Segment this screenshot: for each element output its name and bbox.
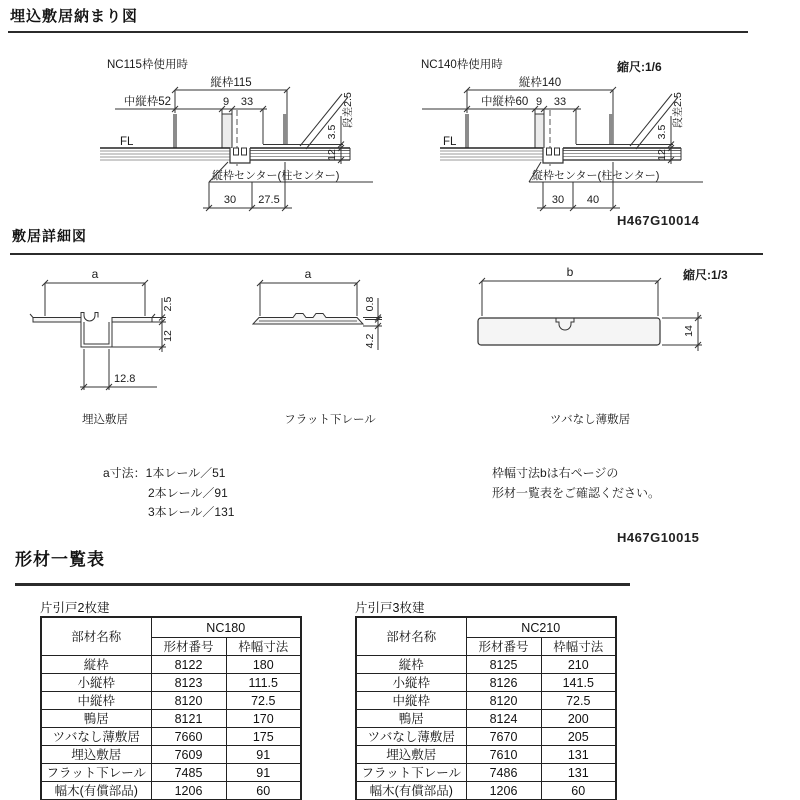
table-cell: 60 [541, 782, 616, 800]
table-row [41, 764, 301, 782]
table-cell: 91 [226, 764, 301, 782]
table-cell: 8120 [151, 692, 226, 710]
figure-tsubanashi-shikii [450, 260, 785, 435]
nc140-center-label: 縦枠センター(柱センター) [532, 170, 660, 182]
table-cell: 7486 [466, 764, 541, 782]
table-cell: 8122 [151, 656, 226, 674]
table-cell: 中縦枠 [356, 692, 466, 710]
parts-table-nc180-body [41, 656, 301, 800]
parts-table-nc210 [355, 616, 617, 800]
umekomi-dim-12: 12 [162, 330, 174, 342]
table-cell: 170 [226, 710, 301, 728]
section2-rule [10, 253, 763, 255]
table-cell: 鴨居 [41, 710, 151, 728]
nc140-dim-33: 33 [553, 96, 567, 108]
table-cell: 141.5 [541, 674, 616, 692]
table-left-caption: 片引戸2枚建 [40, 601, 110, 615]
nc115-fl-label: FL [120, 136, 134, 148]
figure-flat-rail [245, 260, 430, 435]
col-header-width: 枠幅寸法 [541, 638, 616, 656]
nc140-dim-frame: 縦枠140 [518, 77, 562, 89]
table-row [41, 728, 301, 746]
table-cell: 72.5 [226, 692, 301, 710]
parts-table-nc210-body [356, 656, 616, 800]
note-b-line1: 枠幅寸法bは右ページの [492, 466, 619, 480]
table-cell: 小縦枠 [41, 674, 151, 692]
umekomi-line-art [30, 280, 166, 390]
umekomi-dim-25: 2.5 [162, 296, 174, 312]
note-a-line1: a寸法：1本レール／51 [103, 466, 226, 480]
table-row [356, 656, 616, 674]
table-cell: 縦枠 [41, 656, 151, 674]
table-cell: 8120 [466, 692, 541, 710]
table-cell: 8121 [151, 710, 226, 728]
nc140-dim-9: 9 [535, 96, 543, 108]
nc140-dim-12: 12 [656, 149, 668, 161]
diagram-nc115 [95, 52, 405, 217]
nc140-step-label: 段差2.5 [672, 92, 684, 128]
table-cell: 200 [541, 710, 616, 728]
flat-rail-dim-a: a [304, 267, 312, 281]
table-row [356, 692, 616, 710]
section3-rule [15, 583, 630, 586]
table-cell: 131 [541, 764, 616, 782]
nc115-center-label: 縦枠センター(柱センター) [212, 170, 340, 182]
nc140-title: NC140枠使用時 [421, 59, 503, 71]
nc115-dim-35: 3.5 [326, 124, 338, 140]
doc-code-2: H467G10015 [617, 530, 700, 545]
tsubanashi-line-art [478, 278, 702, 351]
doc-code-1: H467G10014 [617, 213, 700, 228]
table-cell: 中縦枠 [41, 692, 151, 710]
tsubanashi-dim-14: 14 [683, 325, 695, 337]
table-row [41, 710, 301, 728]
table-row [356, 764, 616, 782]
umekomi-dim-128: 12.8 [114, 373, 136, 385]
section2-title: 敷居詳細図 [12, 228, 87, 244]
note-a-line3: 3本レール／131 [148, 505, 235, 519]
col-header-group-nc180: NC180 [151, 617, 301, 638]
table-cell: 7660 [151, 728, 226, 746]
nc115-dim-30: 30 [223, 194, 237, 206]
table-cell: 180 [226, 656, 301, 674]
table-cell: 鴨居 [356, 710, 466, 728]
table-cell: 8124 [466, 710, 541, 728]
table-cell: 72.5 [541, 692, 616, 710]
section1-title: 埋込敷居納まり図 [10, 8, 139, 25]
table-cell: 縦枠 [356, 656, 466, 674]
nc140-dim-40: 40 [586, 194, 600, 206]
nc140-dim-35: 3.5 [656, 124, 668, 140]
table-cell: 幅木(有償部品) [41, 782, 151, 800]
table-cell: 7610 [466, 746, 541, 764]
col-header-width: 枠幅寸法 [226, 638, 301, 656]
table-row [356, 674, 616, 692]
table-cell: 91 [226, 746, 301, 764]
nc140-dim-mid: 中縦枠60 [481, 96, 529, 108]
table-row [356, 710, 616, 728]
nc140-dim-30: 30 [551, 194, 565, 206]
note-a-line2: 2本レール／91 [148, 486, 228, 500]
table-row [41, 656, 301, 674]
tsubanashi-label: ツバなし薄敷居 [549, 414, 631, 426]
table-cell: 60 [226, 782, 301, 800]
table-row [41, 746, 301, 764]
nc140-fl-label: FL [443, 136, 457, 148]
table-cell: 175 [226, 728, 301, 746]
nc115-title: NC115枠使用時 [107, 59, 188, 71]
nc115-dim-12: 12 [326, 149, 338, 161]
nc115-dim-275: 27.5 [258, 194, 280, 206]
table-cell: 131 [541, 746, 616, 764]
col-header-part-name: 部材名称 [41, 617, 151, 656]
table-cell: 8123 [151, 674, 226, 692]
table-cell: ツバなし薄敷居 [356, 728, 466, 746]
note-b-line2: 形材一覧表をご確認ください。 [492, 486, 661, 500]
table-cell: 111.5 [226, 674, 301, 692]
col-header-code: 形材番号 [151, 638, 226, 656]
table-cell: ツバなし薄敷居 [41, 728, 151, 746]
table-cell: フラット下レール [41, 764, 151, 782]
section1-rule [8, 31, 748, 33]
umekomi-label: 埋込敷居 [82, 414, 128, 426]
scale-1-3: 縮尺:1/3 [683, 268, 728, 282]
table-row [356, 782, 616, 800]
section3-title: 形材一覧表 [15, 550, 105, 569]
table-cell: 205 [541, 728, 616, 746]
nc115-step-label: 段差2.5 [342, 92, 354, 128]
table-row [356, 728, 616, 746]
table-row [356, 746, 616, 764]
flat-rail-dim-42: 4.2 [364, 333, 376, 349]
table-cell: 幅木(有償部品) [356, 782, 466, 800]
table-cell: 埋込敷居 [41, 746, 151, 764]
nc115-dim-33: 33 [240, 96, 254, 108]
table-row [41, 674, 301, 692]
col-header-code: 形材番号 [466, 638, 541, 656]
flat-rail-label: フラット下レール [284, 414, 376, 426]
table-row [41, 692, 301, 710]
tsubanashi-dim-b: b [566, 265, 574, 279]
flat-rail-line-art [253, 280, 382, 350]
table-cell: 1206 [151, 782, 226, 800]
table-cell: 埋込敷居 [356, 746, 466, 764]
figure-umekomi-shikii [25, 260, 210, 435]
table-cell: フラット下レール [356, 764, 466, 782]
parts-table-nc180 [40, 616, 302, 800]
scale-1-6: 縮尺:1/6 [617, 60, 662, 74]
table-cell: 小縦枠 [356, 674, 466, 692]
table-cell: 8126 [466, 674, 541, 692]
table-cell: 210 [541, 656, 616, 674]
table-cell: 7485 [151, 764, 226, 782]
table-cell: 1206 [466, 782, 541, 800]
umekomi-dim-a: a [91, 267, 99, 281]
nc115-dim-frame: 縦枠115 [210, 77, 252, 89]
col-header-part-name: 部材名称 [356, 617, 466, 656]
table-right-caption: 片引戸3枚建 [355, 601, 425, 615]
table-cell: 8125 [466, 656, 541, 674]
diagram-nc140 [413, 52, 743, 217]
col-header-group-nc210: NC210 [466, 617, 616, 638]
flat-rail-dim-08: 0.8 [364, 296, 376, 312]
table-cell: 7670 [466, 728, 541, 746]
nc115-dim-mid: 中縦枠52 [123, 96, 171, 108]
table-cell: 7609 [151, 746, 226, 764]
nc115-dim-9: 9 [222, 96, 230, 108]
table-row [41, 782, 301, 800]
